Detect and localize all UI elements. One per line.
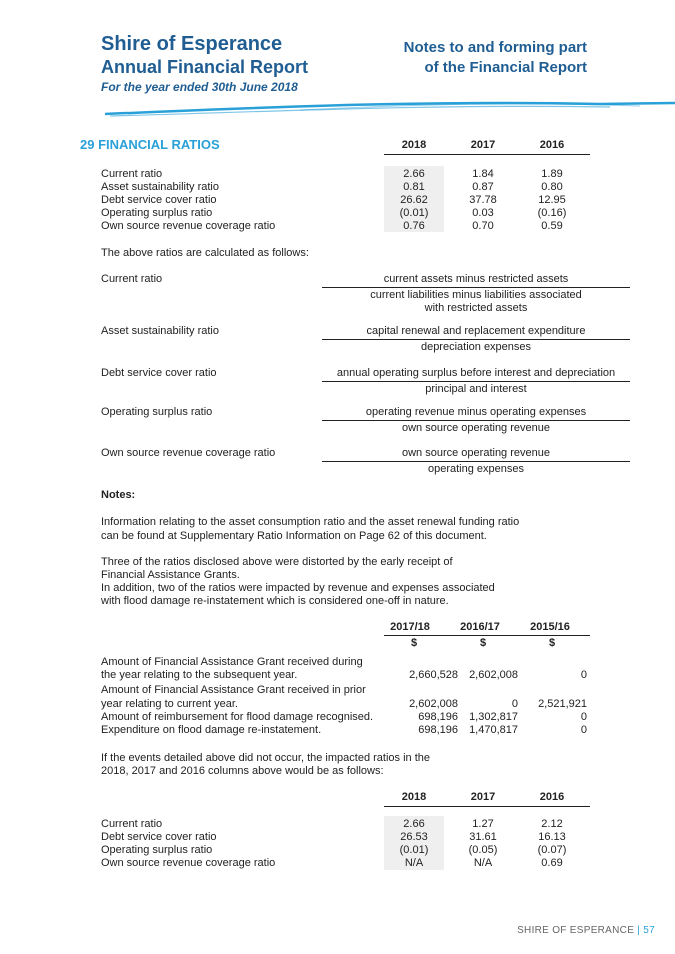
adjusted-value: 1.27 (472, 818, 494, 830)
adj-col-2017: 2017 (470, 791, 496, 803)
notes-p2-line2: Financial Assistance Grants. (101, 569, 240, 581)
notes-p1-line2: can be found at Supplementary Ratio Information on Page 62 of this document. (101, 530, 487, 542)
grant-row4-v1: 698,196 (418, 724, 458, 736)
col-2015-16: 2015/16 (530, 621, 570, 633)
adjusted-value: N/A (404, 857, 424, 869)
grant-row2-line1: Amount of Financial Assistance Grant received in prior (101, 684, 366, 696)
grants-header-rule (384, 635, 590, 636)
grant-row1-line1: Amount of Financial Assistance Grant received during (101, 656, 363, 668)
ratio-value: 2.66 (403, 168, 425, 180)
fraction-bar (322, 287, 630, 288)
ratio-value: (0.16) (537, 207, 567, 219)
col-2017-18: 2017/18 (390, 621, 430, 633)
formula-label: Operating surplus ratio (101, 406, 213, 418)
fraction-bar (322, 420, 630, 421)
grant-row4-v3: 0 (580, 724, 587, 736)
unit-2015-16: $ (548, 637, 556, 649)
grant-row3-v3: 0 (580, 711, 587, 723)
formula-denominator: principal and interest (425, 383, 527, 395)
adjusted-value: (0.05) (468, 844, 498, 856)
ratio-value: 0.80 (541, 181, 563, 193)
grant-row1-v2: 2,602,008 (469, 669, 518, 681)
formula-label: Current ratio (101, 273, 163, 285)
ratio-label: Operating surplus ratio (101, 207, 213, 219)
ratio-value: 0.59 (541, 220, 563, 232)
adjusted-value: 2.66 (403, 818, 425, 830)
header-rule (384, 154, 590, 155)
grant-row2-v3: 2,521,921 (538, 698, 587, 710)
adjusted-label: Operating surplus ratio (101, 844, 213, 856)
grant-row3-v1: 698,196 (418, 711, 458, 723)
adjusted-value: N/A (473, 857, 493, 869)
report-title: Shire of Esperance (101, 33, 283, 55)
ratio-label: Debt service cover ratio (101, 194, 217, 206)
ratio-value: 0.03 (472, 207, 494, 219)
grant-row3-label: Amount of reimbursement for flood damage recognised. (101, 711, 374, 723)
formula-label: Asset sustainability ratio (101, 325, 219, 337)
grant-row4-v2: 1,470,817 (469, 724, 518, 736)
ratio-value: 1.89 (541, 168, 563, 180)
unit-2017-18: $ (410, 637, 418, 649)
ratio-value: 37.78 (469, 194, 497, 206)
notes-p2-line4: with flood damage re-instatement which is considered one-off in nature. (101, 595, 449, 607)
section-title: 29 FINANCIAL RATIOS (80, 137, 220, 152)
adjusted-value: (0.07) (537, 844, 567, 856)
notes-p2-line3: In addition, two of the ratios were impacted by revenue and expenses associated (101, 582, 495, 594)
formula-numerator: own source operating revenue (402, 447, 550, 459)
header-swoosh (0, 94, 675, 124)
col-2017: 2017 (470, 139, 496, 151)
ratio-value: 12.95 (538, 194, 566, 206)
calc-intro: The above ratios are calculated as follows: (101, 247, 309, 259)
adj-col-2016: 2016 (539, 791, 565, 803)
formula-denominator: current liabilities minus liabilities associated (370, 289, 582, 301)
report-period: For the year ended 30th June 2018 (101, 80, 298, 94)
unit-2016-17: $ (479, 637, 487, 649)
footer-text: SHIRE OF ESPERANCE (517, 925, 635, 936)
formula-denominator: own source operating revenue (402, 422, 550, 434)
ratio-value: 0.76 (403, 220, 425, 232)
ratio-value: 0.81 (403, 181, 425, 193)
ratio-value: 0.87 (472, 181, 494, 193)
adjusted-label: Debt service cover ratio (101, 831, 217, 843)
ratio-value: (0.01) (399, 207, 429, 219)
fraction-bar (322, 339, 630, 340)
adjusted-intro-line2: 2018, 2017 and 2016 columns above would be as follows: (101, 765, 384, 777)
grant-row1-v1: 2,660,528 (409, 669, 458, 681)
grant-row2-line2: year relating to current year. (101, 698, 238, 710)
page-footer (517, 925, 655, 936)
col-2018: 2018 (401, 139, 427, 151)
col-2016: 2016 (539, 139, 565, 151)
formula-numerator: capital renewal and replacement expenditure (366, 325, 586, 337)
ratio-label: Current ratio (101, 168, 163, 180)
fraction-bar (322, 381, 630, 382)
adjusted-value: 16.13 (538, 831, 566, 843)
ratio-label: Asset sustainability ratio (101, 181, 219, 193)
formula-denominator: with restricted assets (424, 302, 528, 314)
ratio-value: 26.62 (400, 194, 428, 206)
formula-denominator: depreciation expenses (420, 341, 532, 353)
adjusted-value: 2.12 (541, 818, 563, 830)
notes-heading-line1: Notes to and forming part (403, 39, 587, 56)
formula-label: Own source revenue coverage ratio (101, 447, 276, 459)
formula-denominator: operating expenses (427, 463, 524, 475)
ratio-value: 0.70 (472, 220, 494, 232)
ratio-value: 1.84 (472, 168, 494, 180)
grant-row3-v2: 1,302,817 (469, 711, 518, 723)
grant-row1-v3: 0 (580, 669, 587, 681)
adj-header-rule (384, 806, 590, 807)
formula-numerator: operating revenue minus operating expenses (365, 406, 587, 418)
adjusted-value: (0.01) (399, 844, 429, 856)
page-number: 57 (643, 925, 655, 936)
fraction-bar (322, 461, 630, 462)
grant-row2-v2: 0 (511, 698, 518, 710)
grant-row1-line2: the year relating to the subsequent year. (101, 669, 298, 681)
col-2016-17: 2016/17 (460, 621, 500, 633)
grant-row4-label: Expenditure on flood damage re-instatement. (101, 724, 322, 736)
adjusted-value: 26.53 (400, 831, 428, 843)
ratio-label: Own source revenue coverage ratio (101, 220, 276, 232)
formula-numerator: annual operating surplus before interest and depreciation (336, 367, 616, 379)
adjusted-label: Current ratio (101, 818, 163, 830)
adjusted-value: 31.61 (469, 831, 497, 843)
notes-p1-line1: Information relating to the asset consumption ratio and the asset renewal funding ratio (101, 516, 520, 528)
report-subtitle: Annual Financial Report (101, 57, 309, 77)
adj-col-2018: 2018 (401, 791, 427, 803)
formula-numerator: current assets minus restricted assets (383, 273, 569, 285)
formula-label: Debt service cover ratio (101, 367, 217, 379)
footer-separator: | (637, 925, 641, 936)
notes-p2-line1: Three of the ratios disclosed above were distorted by the early receipt of (101, 556, 453, 568)
adjusted-intro-line1: If the events detailed above did not occur, the impacted ratios in the (101, 752, 430, 764)
notes-heading-line2: of the Financial Report (424, 59, 587, 76)
adjusted-value: 0.69 (541, 857, 563, 869)
grant-row2-v1: 2,602,008 (409, 698, 458, 710)
adjusted-label: Own source revenue coverage ratio (101, 857, 276, 869)
notes-heading: Notes: (101, 489, 136, 501)
